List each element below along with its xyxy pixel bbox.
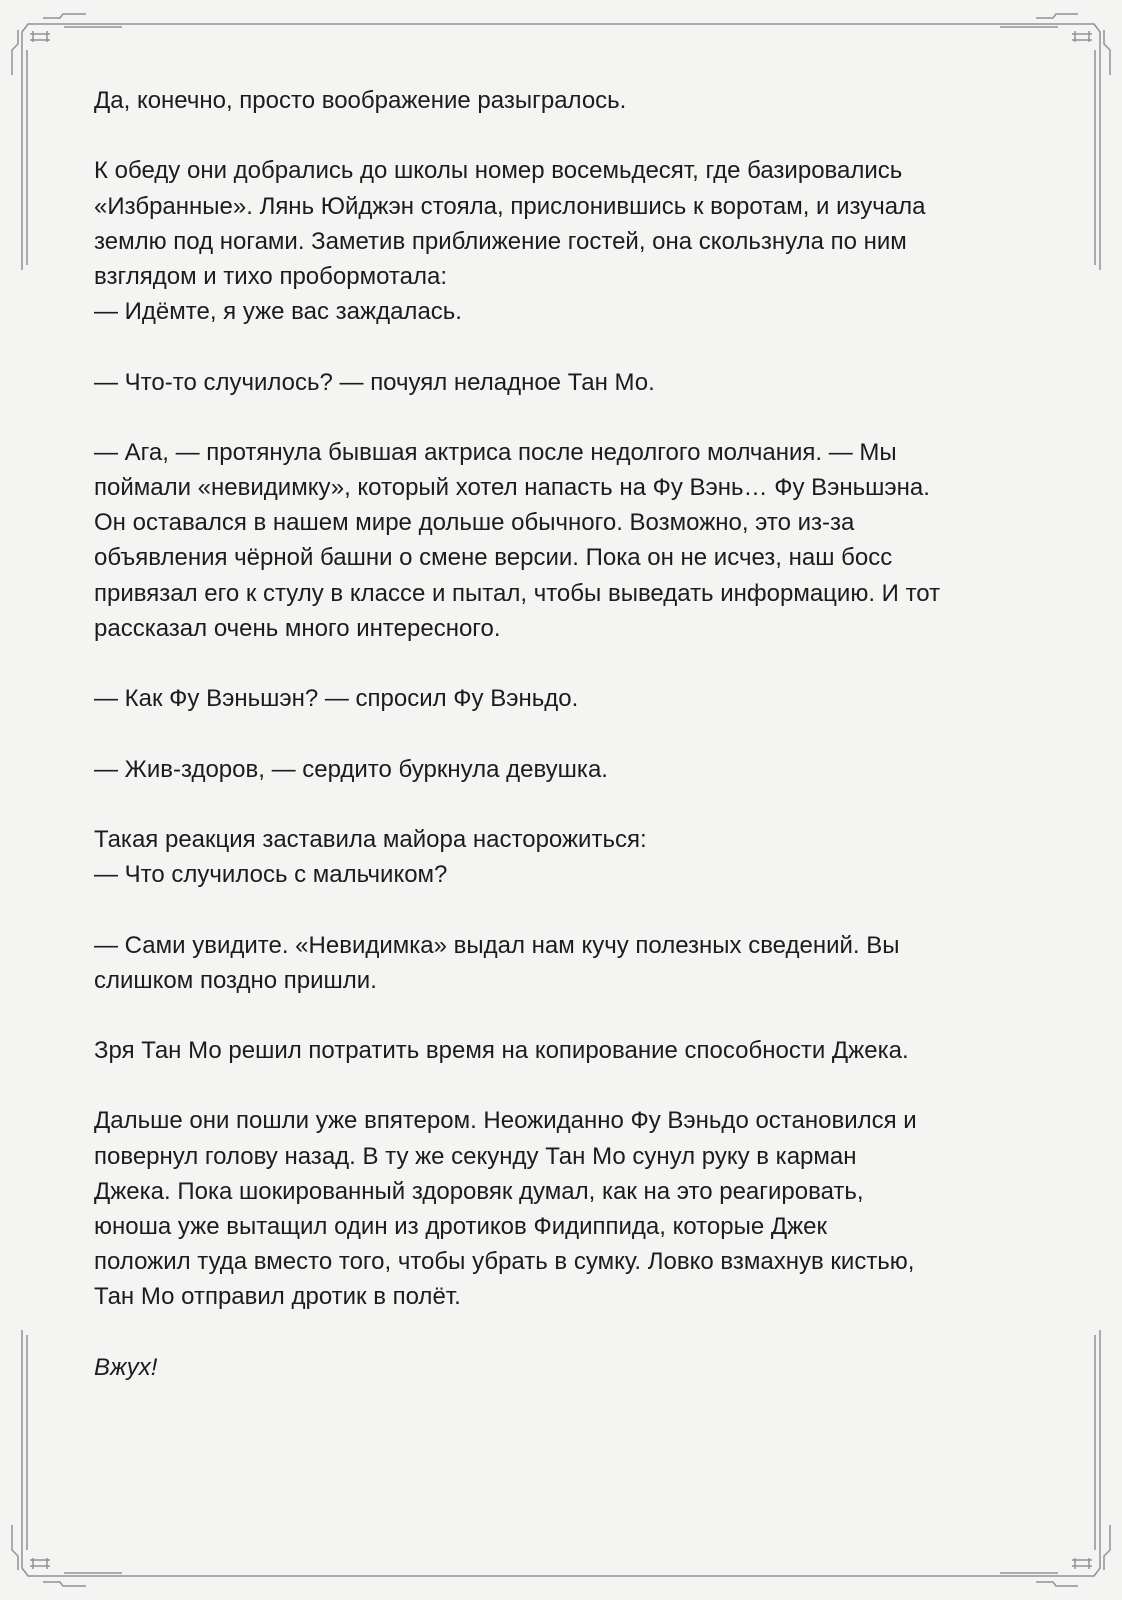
- text-line: — Сами увидите. «Невидимка» выдал нам кучу полезных сведений. Вы: [94, 931, 900, 959]
- text-line: взглядом и тихо пробормотала:: [94, 262, 447, 290]
- text-line: — Идёмте, я уже вас заждалась.: [94, 298, 462, 326]
- text-line: Зря Тан Мо решил потратить время на копирование способности Джека.: [94, 1037, 909, 1065]
- text-line: — Как Фу Вэньшэн? — спросил Фу Вэньдо.: [94, 685, 579, 713]
- paragraph: [94, 1103, 940, 1314]
- paragraph: [94, 1350, 940, 1385]
- text-line: землю под ногами. Заметив приближение гостей, она скользнула по ним: [94, 227, 907, 255]
- text-line: объявления чёрной башни о смене версии. Пока он не исчез, наш босс: [94, 544, 893, 572]
- paragraph: [94, 681, 940, 716]
- text-line: рассказал очень много интересного.: [94, 614, 501, 642]
- text-line: Вжух!: [94, 1353, 158, 1381]
- text-line: К обеду они добрались до школы номер восемьдесят, где базировались: [94, 157, 903, 185]
- text-line: Он оставался в нашем мире дольше обычного. Возможно, это из-за: [94, 509, 855, 537]
- text-line: положил туда вместо того, чтобы убрать в сумку. Ловко взмахнув кистью,: [94, 1248, 915, 1276]
- text-line: повернул голову назад. В ту же секунду Тан Мо сунул руку в карман: [94, 1142, 857, 1170]
- paragraph: [94, 1033, 940, 1068]
- text-line: Дальше они пошли уже впятером. Неожиданно Фу Вэньдо остановился и: [94, 1107, 917, 1135]
- text-line: Такая реакция заставила майора насторожиться:: [94, 825, 647, 853]
- paragraph: [94, 435, 940, 646]
- text-line: привязал его к стулу в классе и пытал, чтобы выведать информацию. И тот: [94, 579, 941, 607]
- text-line: — Ага, — протянула бывшая актриса после недолгого молчания. — Мы: [94, 438, 897, 466]
- paragraph-gap: [94, 716, 940, 751]
- paragraph: [94, 928, 940, 998]
- page-body-text: [94, 83, 940, 1385]
- text-line: Да, конечно, просто воображение разыгралось.: [94, 87, 627, 114]
- text-line: поймали «невидимку», который хотел напасть на Фу Вэнь… Фу Вэньшэна.: [94, 474, 930, 502]
- paragraph-gap: [94, 329, 940, 364]
- text-line: Тан Мо отправил дротик в полёт.: [94, 1283, 461, 1311]
- paragraph-gap: [94, 892, 940, 927]
- paragraph: [94, 752, 940, 787]
- text-line: Джека. Пока шокированный здоровяк думал, как на это реагировать,: [94, 1177, 864, 1205]
- text-line: слишком поздно пришли.: [94, 966, 377, 994]
- paragraph-gap: [94, 1315, 940, 1350]
- paragraph-gap: [94, 998, 940, 1033]
- paragraph-gap: [94, 118, 940, 153]
- paragraph: [94, 365, 940, 400]
- text-line: — Жив-здоров, — сердито буркнула девушка.: [94, 755, 608, 783]
- text-line: юноша уже вытащил один из дротиков Фидиппида, которые Джек: [94, 1213, 828, 1240]
- paragraph-gap: [94, 1068, 940, 1103]
- paragraph-gap: [94, 400, 940, 435]
- paragraph-gap: [94, 787, 940, 822]
- text-line: «Избранные». Лянь Юйджэн стояла, прислонившись к воротам, и изучала: [94, 192, 926, 220]
- text-line: — Что-то случилось? — почуял неладное Тан Мо.: [94, 368, 655, 396]
- paragraph-gap: [94, 646, 940, 681]
- paragraph: [94, 822, 940, 892]
- paragraph: [94, 153, 940, 329]
- paragraph: [94, 83, 940, 118]
- text-line: — Что случилось с мальчиком?: [94, 861, 448, 889]
